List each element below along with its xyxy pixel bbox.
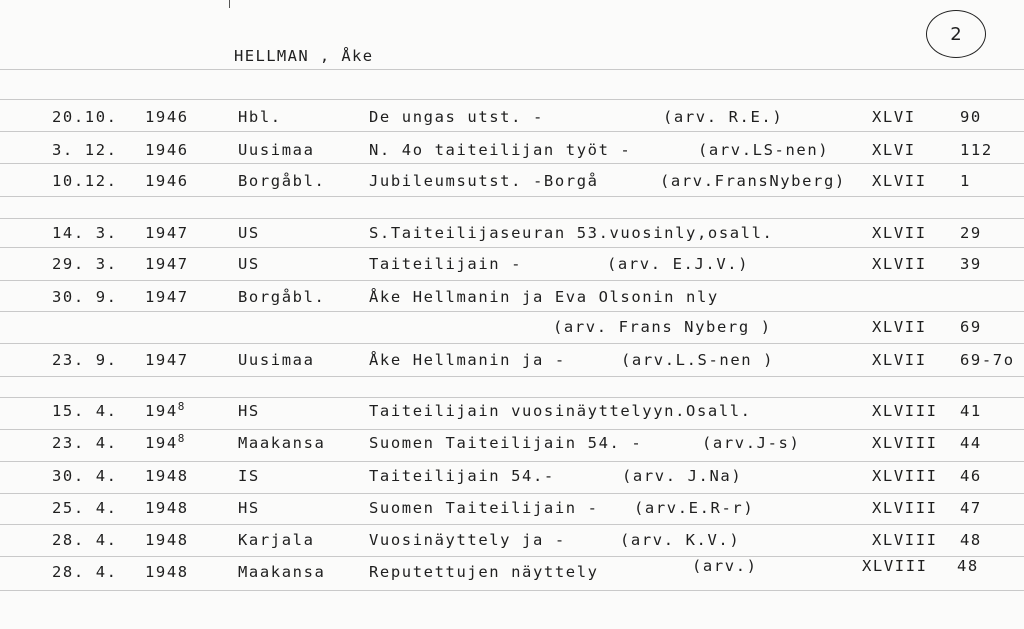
entry-reviewer: (arv. E.J.V.) bbox=[607, 255, 750, 273]
entry-volume: XLVIII bbox=[872, 467, 938, 485]
entry-title: Reputettujen näyttely bbox=[369, 563, 599, 581]
entry-date: 15. 4. bbox=[52, 402, 118, 420]
entry-date: 20.10. bbox=[52, 108, 118, 126]
entry-year-correction: 8 bbox=[177, 400, 185, 413]
entry-page: 46 bbox=[960, 467, 982, 485]
entry-reviewer: (arv.J-s) bbox=[702, 434, 801, 452]
entry-volume: XLVIII bbox=[872, 499, 938, 517]
ruled-line bbox=[0, 131, 1024, 132]
entry-page: 47 bbox=[960, 499, 982, 517]
ruled-line bbox=[0, 493, 1024, 494]
entry-date: 3. 12. bbox=[52, 141, 118, 159]
entry-newspaper: Hbl. bbox=[238, 108, 282, 126]
entry-newspaper: Karjala bbox=[238, 531, 315, 549]
entry-page: 44 bbox=[960, 434, 982, 452]
entry-volume: XLVIII bbox=[862, 557, 928, 575]
entry-volume: XLVII bbox=[872, 255, 927, 273]
entry-date: 23. 4. bbox=[52, 434, 118, 452]
ruled-line bbox=[0, 343, 1024, 344]
entry-page: 1 bbox=[960, 172, 971, 190]
ruled-line bbox=[0, 280, 1024, 281]
entry-title: Taiteilijain vuosinäyttelyyn.Osall. bbox=[369, 402, 752, 420]
entry-date: 25. 4. bbox=[52, 499, 118, 517]
entry-year: $194^8$ bbox=[145, 400, 185, 420]
entry-volume: XLVI bbox=[872, 141, 916, 159]
entry-newspaper: US bbox=[238, 255, 260, 273]
entry-newspaper: Uusimaa bbox=[238, 141, 315, 159]
entry-page: 69-7o bbox=[960, 351, 1015, 369]
entry-reviewer: (arv.FransNyberg) bbox=[660, 172, 846, 190]
entry-newspaper: Borgåbl. bbox=[238, 288, 326, 306]
entry-title: S.Taiteilijaseuran 53.vuosinly,osall. bbox=[369, 224, 774, 242]
entry-reviewer: (arv.L.S-nen ) bbox=[621, 351, 775, 369]
entry-year-correction: 8 bbox=[177, 432, 185, 445]
entry-page: 41 bbox=[960, 402, 982, 420]
entry-date: 10.12. bbox=[52, 172, 118, 190]
card-number-circle bbox=[926, 10, 986, 58]
entry-page: 69 bbox=[960, 318, 982, 336]
entry-date: 30. 9. bbox=[52, 288, 118, 306]
entry-newspaper: IS bbox=[238, 467, 260, 485]
entry-title: De ungas utst. - bbox=[369, 108, 544, 126]
entry-title: N. 4o taiteilijan työt - bbox=[369, 141, 632, 159]
entry-newspaper: HS bbox=[238, 499, 260, 517]
entry-title: Åke Hellmanin ja Eva Olsonin nly bbox=[369, 288, 719, 306]
ruled-line bbox=[0, 461, 1024, 462]
entry-newspaper: HS bbox=[238, 402, 260, 420]
entry-title: Vuosinäyttely ja - bbox=[369, 531, 566, 549]
ruled-line bbox=[0, 196, 1024, 197]
entry-date: 23. 9. bbox=[52, 351, 118, 369]
entry-page: 29 bbox=[960, 224, 982, 242]
entry-year: 1948 bbox=[145, 467, 189, 485]
ruled-line bbox=[0, 218, 1024, 219]
entry-date: 14. 3. bbox=[52, 224, 118, 242]
entry-newspaper: US bbox=[238, 224, 260, 242]
entry-page: 90 bbox=[960, 108, 982, 126]
entry-year: 1946 bbox=[145, 141, 189, 159]
entry-year: 1948 bbox=[145, 563, 189, 581]
entry-volume: XLVII bbox=[872, 318, 927, 336]
entry-newspaper: Borgåbl. bbox=[238, 172, 326, 190]
entry-newspaper: Maakansa bbox=[238, 563, 326, 581]
ruled-line bbox=[0, 376, 1024, 377]
ruled-line bbox=[0, 311, 1024, 312]
entry-year: 1947 bbox=[145, 288, 189, 306]
entry-reviewer: (arv. K.V.) bbox=[620, 531, 741, 549]
ruled-line bbox=[0, 524, 1024, 525]
entry-year: 1946 bbox=[145, 108, 189, 126]
entry-volume: XLVIII bbox=[872, 434, 938, 452]
entry-newspaper: Maakansa bbox=[238, 434, 326, 452]
ruled-line bbox=[0, 163, 1024, 164]
entry-date: 29. 3. bbox=[52, 255, 118, 273]
entry-page: 112 bbox=[960, 141, 993, 159]
entry-volume: XLVII bbox=[872, 351, 927, 369]
entry-title: Jubileumsutst. -Borgå bbox=[369, 172, 599, 190]
entry-year: 1947 bbox=[145, 255, 189, 273]
entry-year: $194^8$ bbox=[145, 432, 185, 452]
entry-page: 48 bbox=[957, 557, 979, 575]
entry-year: 1947 bbox=[145, 351, 189, 369]
entry-year: 1947 bbox=[145, 224, 189, 242]
entry-newspaper: Uusimaa bbox=[238, 351, 315, 369]
surname: HELLMAN bbox=[234, 47, 310, 65]
entry-page: 39 bbox=[960, 255, 982, 273]
entry-title: Taiteilijain 54.- bbox=[369, 467, 555, 485]
entry-date: 28. 4. bbox=[52, 563, 118, 581]
entry-reviewer: (arv.E.R-r) bbox=[634, 499, 755, 517]
ruled-line bbox=[0, 247, 1024, 248]
entry-year: 1948 bbox=[145, 531, 189, 549]
entry-volume: XLVI bbox=[872, 108, 916, 126]
card-heading bbox=[234, 47, 374, 65]
ruled-line bbox=[0, 429, 1024, 430]
entry-title: Åke Hellmanin ja - bbox=[369, 351, 566, 369]
entry-year: 1948 bbox=[145, 499, 189, 517]
entry-reviewer: (arv. J.Na) bbox=[622, 467, 743, 485]
ruled-line bbox=[0, 99, 1024, 100]
entry-reviewer: (arv.LS-nen) bbox=[698, 141, 830, 159]
entry-title: Suomen Taiteilijain 54. - bbox=[369, 434, 643, 452]
given-name: Åke bbox=[341, 47, 374, 65]
entry-year: 1946 bbox=[145, 172, 189, 190]
entry-reviewer: (arv. R.E.) bbox=[663, 108, 784, 126]
ruled-line bbox=[0, 69, 1024, 70]
entry-date: 30. 4. bbox=[52, 467, 118, 485]
entry-volume: XLVIII bbox=[872, 531, 938, 549]
entry-date: 28. 4. bbox=[52, 531, 118, 549]
entry-page: 48 bbox=[960, 531, 982, 549]
entry-reviewer: (arv.) bbox=[692, 557, 758, 575]
ruled-line bbox=[0, 397, 1024, 398]
pencil-mark bbox=[229, 0, 230, 8]
entry-volume: XLVII bbox=[872, 172, 927, 190]
heading-separator: , bbox=[319, 47, 331, 65]
entry-volume: XLVIII bbox=[872, 402, 938, 420]
entry-title: Suomen Taiteilijain - bbox=[369, 499, 599, 517]
entry-reviewer: (arv. Frans Nyberg ) bbox=[553, 318, 772, 336]
entry-volume: XLVII bbox=[872, 224, 927, 242]
ruled-line bbox=[0, 590, 1024, 591]
entry-title: Taiteilijain - bbox=[369, 255, 523, 273]
card-number: 2 bbox=[950, 23, 962, 45]
